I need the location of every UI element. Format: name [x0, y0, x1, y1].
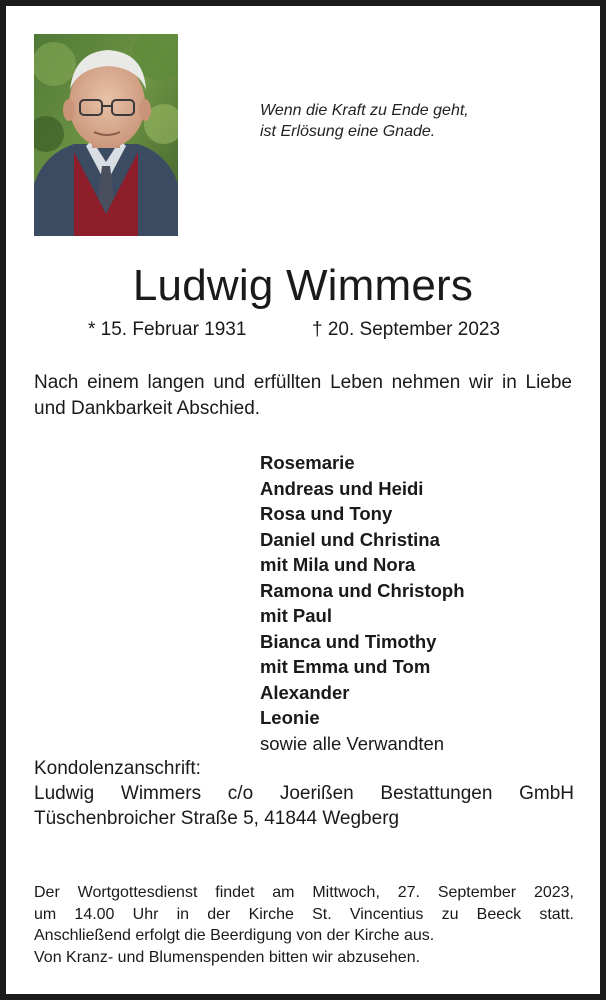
quote-line: ist Erlösung eine Gnade.: [260, 123, 436, 140]
service-line: um 14.00 Uhr in der Kirche St. Vincentius zu Beeck statt.: [34, 905, 574, 923]
mourner-name: Ramona und Christoph: [260, 579, 465, 601]
service-line: Von Kranz- und Blumenspenden bitten wir abzusehen.: [34, 948, 421, 966]
portrait-photo: [34, 34, 178, 236]
condolence-heading: Kondolenzanschrift:: [34, 758, 201, 779]
service-line: Der Wortgottesdienst findet am Mittwoch, 27. September 2023,: [34, 884, 574, 901]
mourner-name: mit Emma und Tom: [260, 656, 431, 677]
deceased-name: Ludwig Wimmers: [132, 261, 474, 310]
farewell-text: Nach einem langen und erfüllten Leben nehmen wir in Liebe und Dankbarkeit Abschied.: [34, 372, 572, 419]
birth-date: * 15. Februar 1931: [88, 319, 247, 340]
quote: [260, 100, 560, 142]
service-info: [34, 882, 574, 968]
mourner-name: mit Paul: [260, 605, 332, 626]
mourners-list: [260, 450, 465, 756]
condolence-line: Tüschenbroicher Straße 5, 41844 Wegberg: [34, 808, 400, 829]
quote-line: Wenn die Kraft zu Ende geht,: [260, 102, 469, 119]
mourner-name: Rosa und Tony: [260, 503, 393, 524]
mourner-name: Daniel und Christina: [260, 528, 440, 550]
service-line: Anschließend erfolgt die Beerdigung von der Kirche aus.: [34, 927, 435, 944]
mourner-name: Leonie: [260, 707, 320, 728]
death-date: † 20. September 2023: [312, 319, 501, 340]
condolence-address: [34, 756, 574, 831]
mourner-name: Rosemarie: [260, 452, 355, 473]
condolence-line: Ludwig Wimmers c/o Joerißen Bestattungen GmbH: [34, 783, 574, 804]
relatives-line: sowie alle Verwandten: [260, 732, 445, 754]
mourner-name: Alexander: [260, 681, 350, 703]
mourner-name: Andreas und Heidi: [260, 477, 424, 499]
mourner-name: Bianca und Timothy: [260, 630, 437, 652]
mourner-name: mit Mila und Nora: [260, 554, 416, 575]
